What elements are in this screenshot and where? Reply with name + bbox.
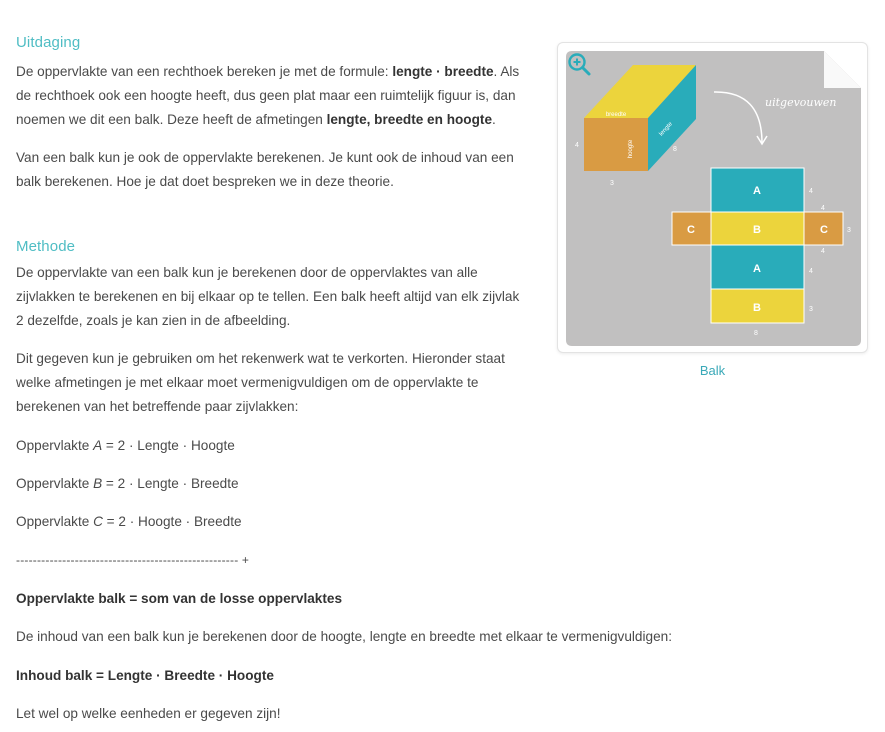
face-label-a1: A xyxy=(753,185,761,197)
dim-box-8: 8 xyxy=(673,146,677,153)
paragraph-uitdaging-1: De oppervlakte van een rechthoek bereken je met de formule: lengte · breedte. Als de rechthoek ook een hoogte heeft, dus geen plat maar een ruimtelijk figuur is, dan noemen we dit een balk. Deze heeft de afmetingen lengte, breedte en hoogte. xyxy=(16,64,520,127)
balk-illustration xyxy=(566,51,861,346)
net-dim-4b: 4 xyxy=(821,205,825,212)
sum-divider: ----------------------------------------------------- + xyxy=(16,553,250,567)
label-lengte: lengte xyxy=(658,121,674,138)
net-dim-8: 8 xyxy=(754,330,758,337)
net-dim-3a: 3 xyxy=(847,227,851,234)
net-dim-4a: 4 xyxy=(809,188,813,195)
folded-corner xyxy=(824,51,861,88)
paragraph-uitdaging-2: Van een balk kun je ook de oppervlakte berekenen. Je kunt ook de inhoud van een balk berekenen. Hoe je dat doet bespreken we in deze theorie. xyxy=(16,150,514,189)
net-dim-3b: 3 xyxy=(809,306,813,313)
face-label-a2: A xyxy=(753,263,761,275)
paragraph-methode-2: Dit gegeven kun je gebruiken om het rekenwerk wat te verkorten. Hieronder staat welke afmetingen je met elkaar moet vermenigvuldigen om de oppervlakte te berekenen van het betreffende paar zijvlakken: xyxy=(16,351,505,414)
paragraph-methode-1: De oppervlakte van een balk kun je berekenen door de oppervlaktes van alle zijvlakken te berekenen en bij elkaar op te tellen. Een balk heeft altijd van elk zijvlak 2 dezelfde, zoals je kan zien in de afbeelding. xyxy=(16,265,520,328)
face-label-c1: C xyxy=(687,224,695,236)
label-uitgevouwen: uitgevouwen xyxy=(765,96,837,109)
heading-methode: Methode xyxy=(16,238,76,255)
face-label-c2: C xyxy=(820,224,828,236)
figure-caption: Balk xyxy=(699,363,726,378)
box-front-face xyxy=(584,118,648,171)
formula-a: Oppervlakte A = 2 · Lengte · Hoogte xyxy=(16,438,235,453)
formula-b: Oppervlakte B = 2 · Lengte · Breedte xyxy=(16,476,239,491)
units-note: Let wel op welke eenheden er gegeven zijn! xyxy=(16,706,281,721)
face-label-b1: B xyxy=(753,224,761,236)
face-label-b2: B xyxy=(753,302,761,314)
dim-box-3: 3 xyxy=(610,180,614,187)
zoom-in-icon[interactable] xyxy=(566,51,592,77)
net-dim-4c: 4 xyxy=(821,248,825,255)
result-volume: Inhoud balk = Lengte · Breedte · Hoogte xyxy=(16,668,274,683)
label-breedte: breedte xyxy=(605,112,627,118)
figure-balk[interactable] xyxy=(557,42,868,353)
formula-c: Oppervlakte C = 2 · Hoogte · Breedte xyxy=(16,514,242,529)
volume-intro: De inhoud van een balk kun je berekenen door de hoogte, lengte en breedte met elkaar te vermenigvuldigen: xyxy=(16,629,672,644)
label-hoogte: hoogte xyxy=(628,139,634,159)
result-surface: Oppervlakte balk = som van de losse oppervlaktes xyxy=(16,591,343,606)
net-dim-4d: 4 xyxy=(809,268,813,275)
dim-box-4: 4 xyxy=(575,142,579,149)
heading-uitdaging: Uitdaging xyxy=(16,34,81,51)
